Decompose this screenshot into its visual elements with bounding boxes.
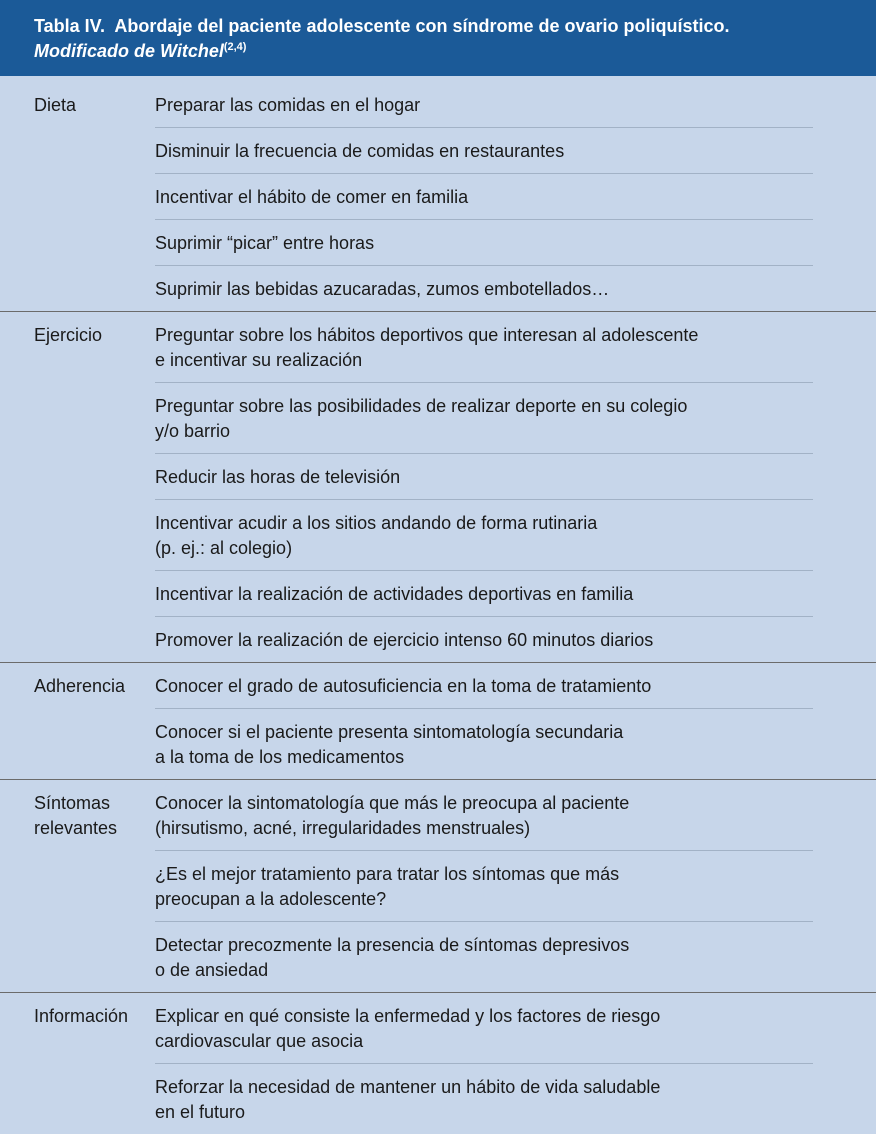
recommendation-item: Suprimir las bebidas azucaradas, zumos embotellados… <box>155 279 610 299</box>
table-subtitle-line <box>34 39 856 64</box>
table-label: Tabla IV. <box>34 16 106 36</box>
category-label: Síntomas relevantes <box>34 793 118 838</box>
category-label: Información <box>34 1006 129 1026</box>
recommendation-item: Reforzar la necesidad de mantener un hábito de vida saludable en el futuro <box>155 1077 661 1122</box>
recommendation-item: Suprimir “picar” entre horas <box>155 220 813 266</box>
recommendation-item: Disminuir la frecuencia de comidas en restaurantes <box>155 128 813 174</box>
table-section <box>0 312 876 663</box>
category-label: Ejercicio <box>34 325 103 345</box>
recommendation-item: Incentivar acudir a los sitios andando de forma rutinaria (p. ej.: al colegio) <box>155 500 813 571</box>
recommendation-item: Conocer la sintomatología que más le preocupa al paciente (hirsutismo, acné, irregularidades menstruales) <box>155 780 813 851</box>
category-label: Adherencia <box>34 676 126 696</box>
recommendation-item: ¿Es el mejor tratamiento para tratar los síntomas que más preocupan a la adolescente? <box>155 851 813 922</box>
recommendation-item: Promover la realización de ejercicio intenso 60 minutos diarios <box>155 630 654 650</box>
recommendation-list <box>155 312 813 662</box>
table-section <box>0 663 876 780</box>
recommendation-item: Incentivar la realización de actividades deportivas en familia <box>155 571 813 617</box>
recommendation-item: Preparar las comidas en el hogar <box>155 82 813 128</box>
recommendation-item: Detectar precozmente la presencia de síntomas depresivos o de ansiedad <box>155 935 630 980</box>
recommendation-item: Conocer el grado de autosuficiencia en la toma de tratamiento <box>155 663 813 709</box>
category-label: Dieta <box>34 95 77 115</box>
recommendation-item: Conocer si el paciente presenta sintomatología secundaria a la toma de los medicamentos <box>155 722 624 767</box>
recommendation-item: Explicar en qué consiste la enfermedad y los factores de riesgo cardiovascular que asocia <box>155 993 813 1064</box>
recommendation-list <box>155 663 813 779</box>
recommendation-list <box>155 993 813 1134</box>
table-title: Abordaje del paciente adolescente con síndrome de ovario poliquístico. <box>114 16 730 36</box>
recommendation-list <box>155 82 813 311</box>
table-header <box>0 0 876 76</box>
recommendation-item: Incentivar el hábito de comer en familia <box>155 174 813 220</box>
recommendation-list <box>155 780 813 992</box>
recommendation-item: Preguntar sobre los hábitos deportivos que interesan al adolescente e incentivar su realización <box>155 312 813 383</box>
reference-superscript: (2,4) <box>223 41 247 53</box>
recommendation-item: Reducir las horas de televisión <box>155 454 813 500</box>
table-section <box>0 82 876 312</box>
table-body <box>0 76 876 1134</box>
table-subtitle: Modificado de Witchel <box>34 41 224 61</box>
table-title-line <box>34 14 856 39</box>
table-section <box>0 993 876 1134</box>
table-section <box>0 780 876 993</box>
recommendation-item: Preguntar sobre las posibilidades de realizar deporte en su colegio y/o barrio <box>155 383 813 454</box>
